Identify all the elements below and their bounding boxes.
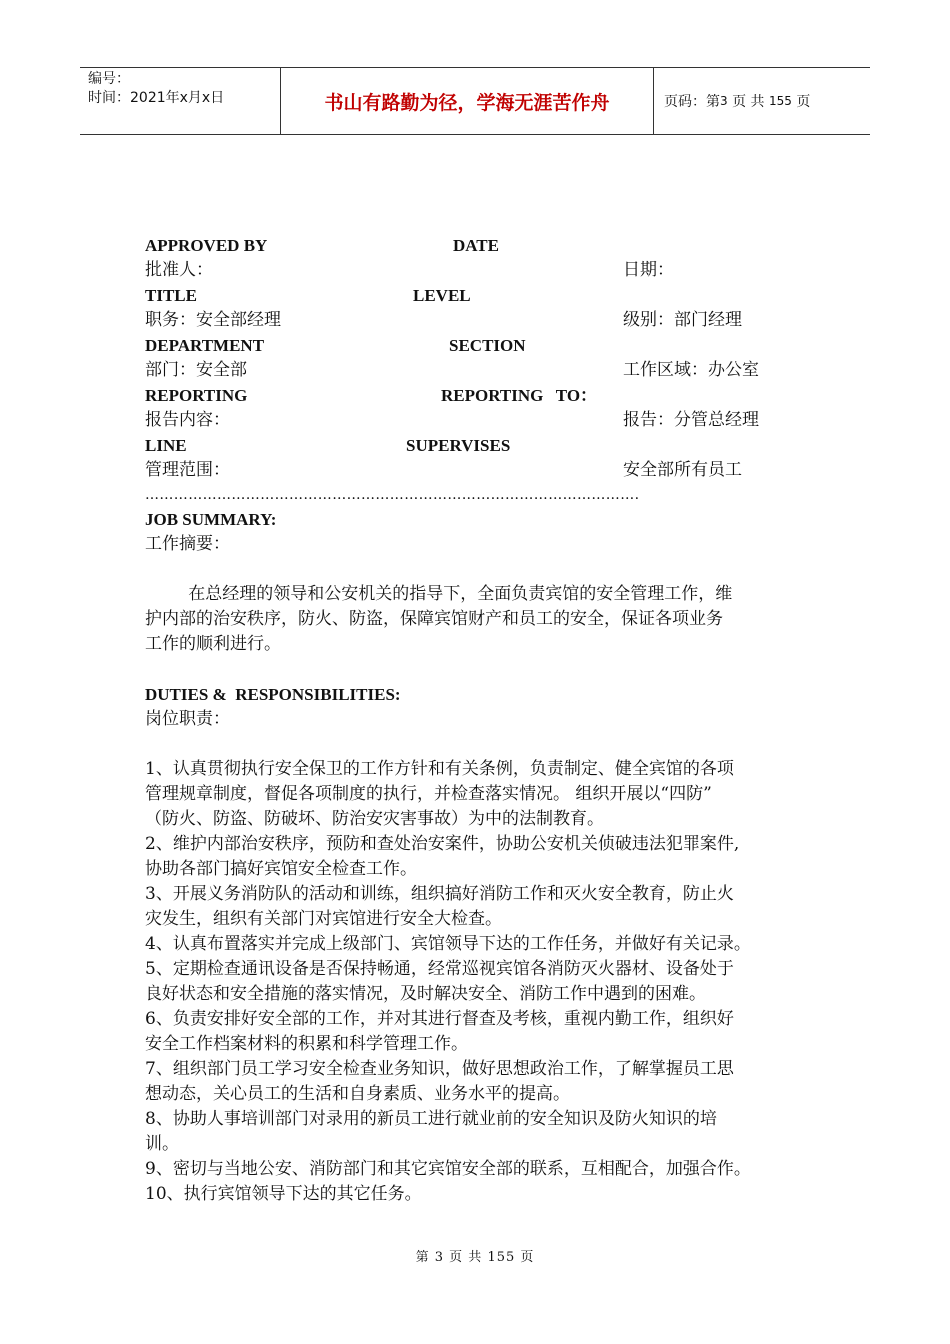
date-label: DATE bbox=[453, 236, 499, 255]
form-row-reporting bbox=[145, 383, 825, 408]
duty-line: 8、协助人事培训部门对录用的新员工进行就业前的安全知识及防火知识的培 bbox=[145, 1109, 717, 1129]
duties-heading-row bbox=[145, 682, 825, 707]
section-label: SECTION bbox=[449, 336, 526, 355]
form-row-title-cn bbox=[145, 308, 825, 333]
summary-heading: JOB SUMMARY: bbox=[145, 510, 277, 529]
dotted-separator: …………………………………………………………………………………………. bbox=[145, 487, 640, 503]
duties-heading-cn: 岗位职责： bbox=[145, 709, 230, 729]
footer-suffix: 页 bbox=[520, 1250, 535, 1265]
duty-line: 安全工作档案材料的积累和科学管理工作。 bbox=[145, 1034, 468, 1054]
line-label: LINE bbox=[145, 436, 187, 455]
duties-heading: DUTIES & RESPONSIBILITIES: bbox=[145, 685, 401, 704]
level-label: LEVEL bbox=[413, 286, 471, 305]
level-value-cn: 级别：部门经理 bbox=[623, 310, 742, 330]
duties-heading-cn-row bbox=[145, 707, 825, 732]
summary-heading-cn: 工作摘要： bbox=[145, 534, 230, 554]
form-row-line-cn bbox=[145, 458, 825, 483]
duty-line: 训。 bbox=[145, 1134, 179, 1154]
summary-paragraph bbox=[145, 582, 810, 657]
duty-line: 7、组织部门员工学习安全检查业务知识，做好思想政治工作，了解掌握员工思 bbox=[145, 1059, 734, 1079]
duty-line: 管理规章制度，督促各项制度的执行，并检查落实情况。 组织开展以“四防” bbox=[145, 784, 712, 804]
duty-line: 9、密切与当地公安、消防部门和其它宾馆安全部的联系，互相配合，加强合作。 bbox=[145, 1159, 751, 1179]
duty-line: 3、开展义务消防队的活动和训练，组织搞好消防工作和灭火安全教育，防止火 bbox=[145, 884, 734, 904]
reporting-value-cn: 报告内容： bbox=[145, 410, 230, 430]
header-page-info bbox=[654, 68, 870, 134]
footer-mid: 页 共 bbox=[449, 1250, 483, 1265]
department-value-cn: 部门：安全部 bbox=[145, 360, 247, 380]
duty-line: 良好状态和安全措施的落实情况，及时解决安全、消防工作中遇到的困难。 bbox=[145, 984, 706, 1004]
duties-list bbox=[145, 757, 810, 1207]
form-row-title bbox=[145, 283, 825, 308]
date-label-cn: 日期： bbox=[623, 260, 674, 280]
header-page-mid: 页 共 bbox=[732, 94, 765, 110]
duty-line: 10、执行宾馆领导下达的其它任务。 bbox=[145, 1184, 422, 1204]
footer-page-total: 155 bbox=[487, 1250, 516, 1265]
footer-page-number: 3 bbox=[434, 1250, 445, 1265]
supervises-label: SUPERVISES bbox=[406, 436, 511, 455]
section-value-cn: 工作区域：办公室 bbox=[623, 360, 759, 380]
form-row-reporting-cn bbox=[145, 408, 825, 433]
form-row-department-cn bbox=[145, 358, 825, 383]
duty-line: （防火、防盗、防破坏、防治安灾害事故）为中的法制教育。 bbox=[145, 809, 604, 829]
header-page-number: 3 bbox=[720, 94, 728, 108]
page-header bbox=[80, 67, 870, 135]
header-page-prefix: 页码：第 bbox=[664, 94, 720, 110]
department-label: DEPARTMENT bbox=[145, 336, 265, 355]
duty-line: 4、认真布置落实并完成上级部门、宾馆领导下达的工作任务，并做好有关记录。 bbox=[145, 934, 751, 954]
approver-label-cn: 批准人： bbox=[145, 260, 213, 280]
duty-line: 5、定期检查通讯设备是否保持畅通，经常巡视宾馆各消防灭火器材、设备处于 bbox=[145, 959, 734, 979]
reporting-to-value-cn: 报告：分管总经理 bbox=[623, 410, 759, 430]
duty-line: 1、认真贯彻执行安全保卫的工作方针和有关条例，负责制定、健全宾馆的各项 bbox=[145, 759, 734, 779]
header-motto: 书山有路勤为径，学海无涯苦作舟 bbox=[281, 68, 654, 134]
duty-line: 想动态，关心员工的生活和自身素质、业务水平的提高。 bbox=[145, 1084, 570, 1104]
form-row-approved bbox=[145, 233, 825, 258]
duty-line: 2、维护内部治安秩序，预防和查处治安案件，协助公安机关侦破违法犯罪案件, bbox=[145, 834, 740, 854]
summary-line: 护内部的治安秩序，防火、防盗，保障宾馆财产和员工的安全，保证各项业务 bbox=[145, 609, 723, 629]
form-row-department bbox=[145, 333, 825, 358]
supervises-value-cn: 安全部所有员工 bbox=[623, 460, 742, 480]
form-row-line bbox=[145, 433, 825, 458]
header-meta bbox=[80, 68, 281, 134]
footer-prefix: 第 bbox=[415, 1250, 430, 1265]
summary-heading-cn-row bbox=[145, 532, 825, 557]
duty-line: 协助各部门搞好宾馆安全检查工作。 bbox=[145, 859, 417, 879]
reporting-label: REPORTING bbox=[145, 386, 248, 405]
duty-line: 6、负责安排好安全部的工作，并对其进行督查及考核，重视内勤工作，组织好 bbox=[145, 1009, 734, 1029]
header-page-suffix: 页 bbox=[796, 94, 811, 110]
approved-by-label: APPROVED BY bbox=[145, 236, 268, 255]
line-value-cn: 管理范围： bbox=[145, 460, 230, 480]
summary-line: 工作的顺利进行。 bbox=[145, 634, 281, 654]
page-footer bbox=[0, 1246, 950, 1265]
summary-line: 在总经理的领导和公安机关的指导下，全面负责宾馆的安全管理工作，维 bbox=[145, 584, 733, 604]
title-value-cn: 职务：安全部经理 bbox=[145, 310, 281, 330]
title-label: TITLE bbox=[145, 286, 197, 305]
duty-line: 灾发生，组织有关部门对宾馆进行安全大检查。 bbox=[145, 909, 502, 929]
document-code-label: 编号： bbox=[88, 71, 130, 87]
header-page-total: 155 bbox=[769, 94, 792, 108]
summary-heading-row bbox=[145, 507, 825, 532]
reporting-to-label: REPORTING TO： bbox=[441, 386, 598, 405]
form-row-approved-cn bbox=[145, 258, 825, 283]
document-time: 时间：2021年x月x日 bbox=[88, 90, 225, 106]
